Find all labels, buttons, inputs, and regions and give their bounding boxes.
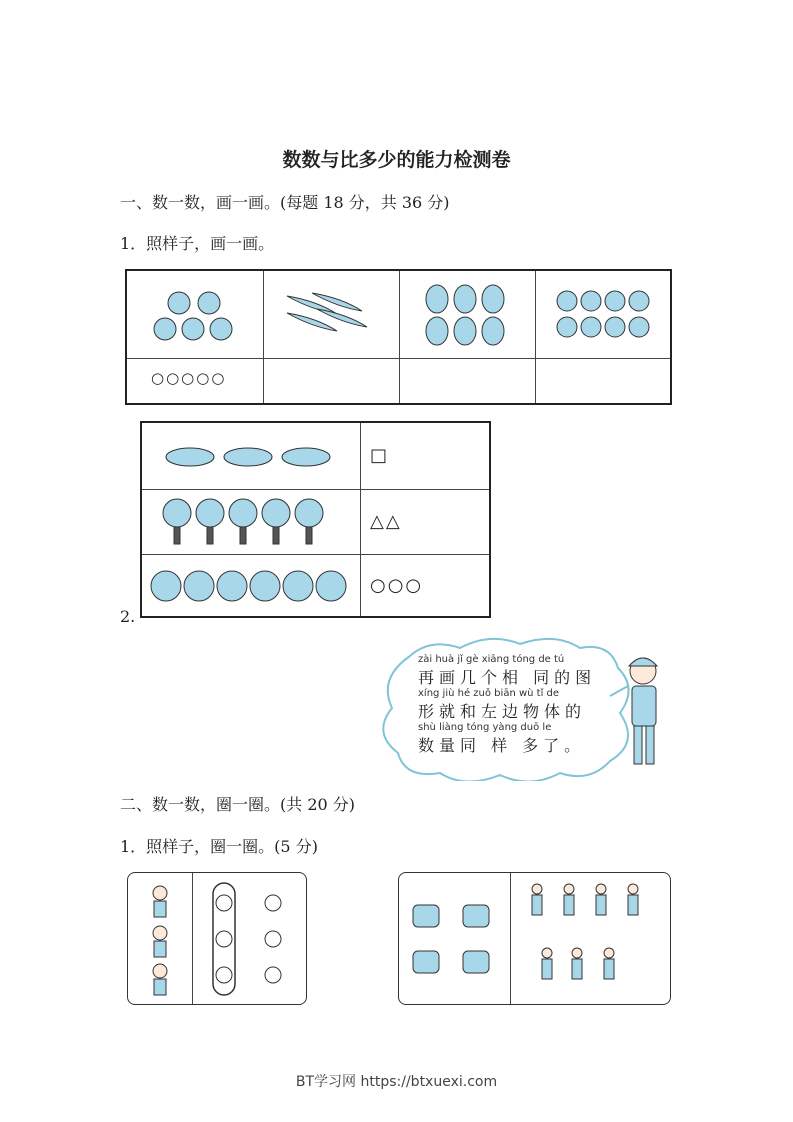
s2-q1-label: 1．照样子，圈一圈。(5 分) [120,837,318,856]
pinyin-line-3: shù liàng tóng yàng duō le [418,722,552,733]
bubble-text [418,654,596,756]
page-title: 数数与比多少的能力检测卷 [282,149,511,171]
pinyin-line-1: zài huà jǐ gè xiāng tóng de tú [418,654,565,665]
q1-label: 1．照样子，画一画。 [120,234,275,253]
example-kids-balls-box [127,872,307,1005]
pinyin-line-2: xíng jiù hé zuǒ biān wù tǐ de [418,688,560,699]
section2-heading: 二、数一数，圈一圈。(共 20 分) [120,795,356,814]
section1-heading: 一、数一数，画一画。(每题 18 分，共 36 分) [120,193,450,212]
q2-label: 2. [120,607,136,626]
cloud-row-mark[interactable]: □ [370,445,390,466]
answer-cell-bananas[interactable] [264,359,398,405]
boy-illustration [629,658,657,764]
answer-cell-strawberries[interactable] [400,359,534,405]
chairs-kids-box[interactable] [398,872,671,1005]
ball-row-mark[interactable]: ○○○ [370,575,424,596]
example-circles: ○○○○○ [151,369,227,387]
hanzi-line-3: 数量同 样 多了。 [418,736,586,755]
row-illustrations [142,423,360,618]
fruit-illustrations [127,271,674,359]
tree-row-mark[interactable]: △△ [370,511,402,532]
footer-watermark: BT学习网 https://btxuexi.com [295,1074,498,1090]
example-table [125,269,672,405]
hanzi-line-1: 再画几个相 同的图 [418,668,597,687]
drawing-table [140,421,491,618]
hanzi-line-2: 形就和左边物体的 [418,702,587,721]
answer-cell-peaches[interactable] [536,359,670,405]
